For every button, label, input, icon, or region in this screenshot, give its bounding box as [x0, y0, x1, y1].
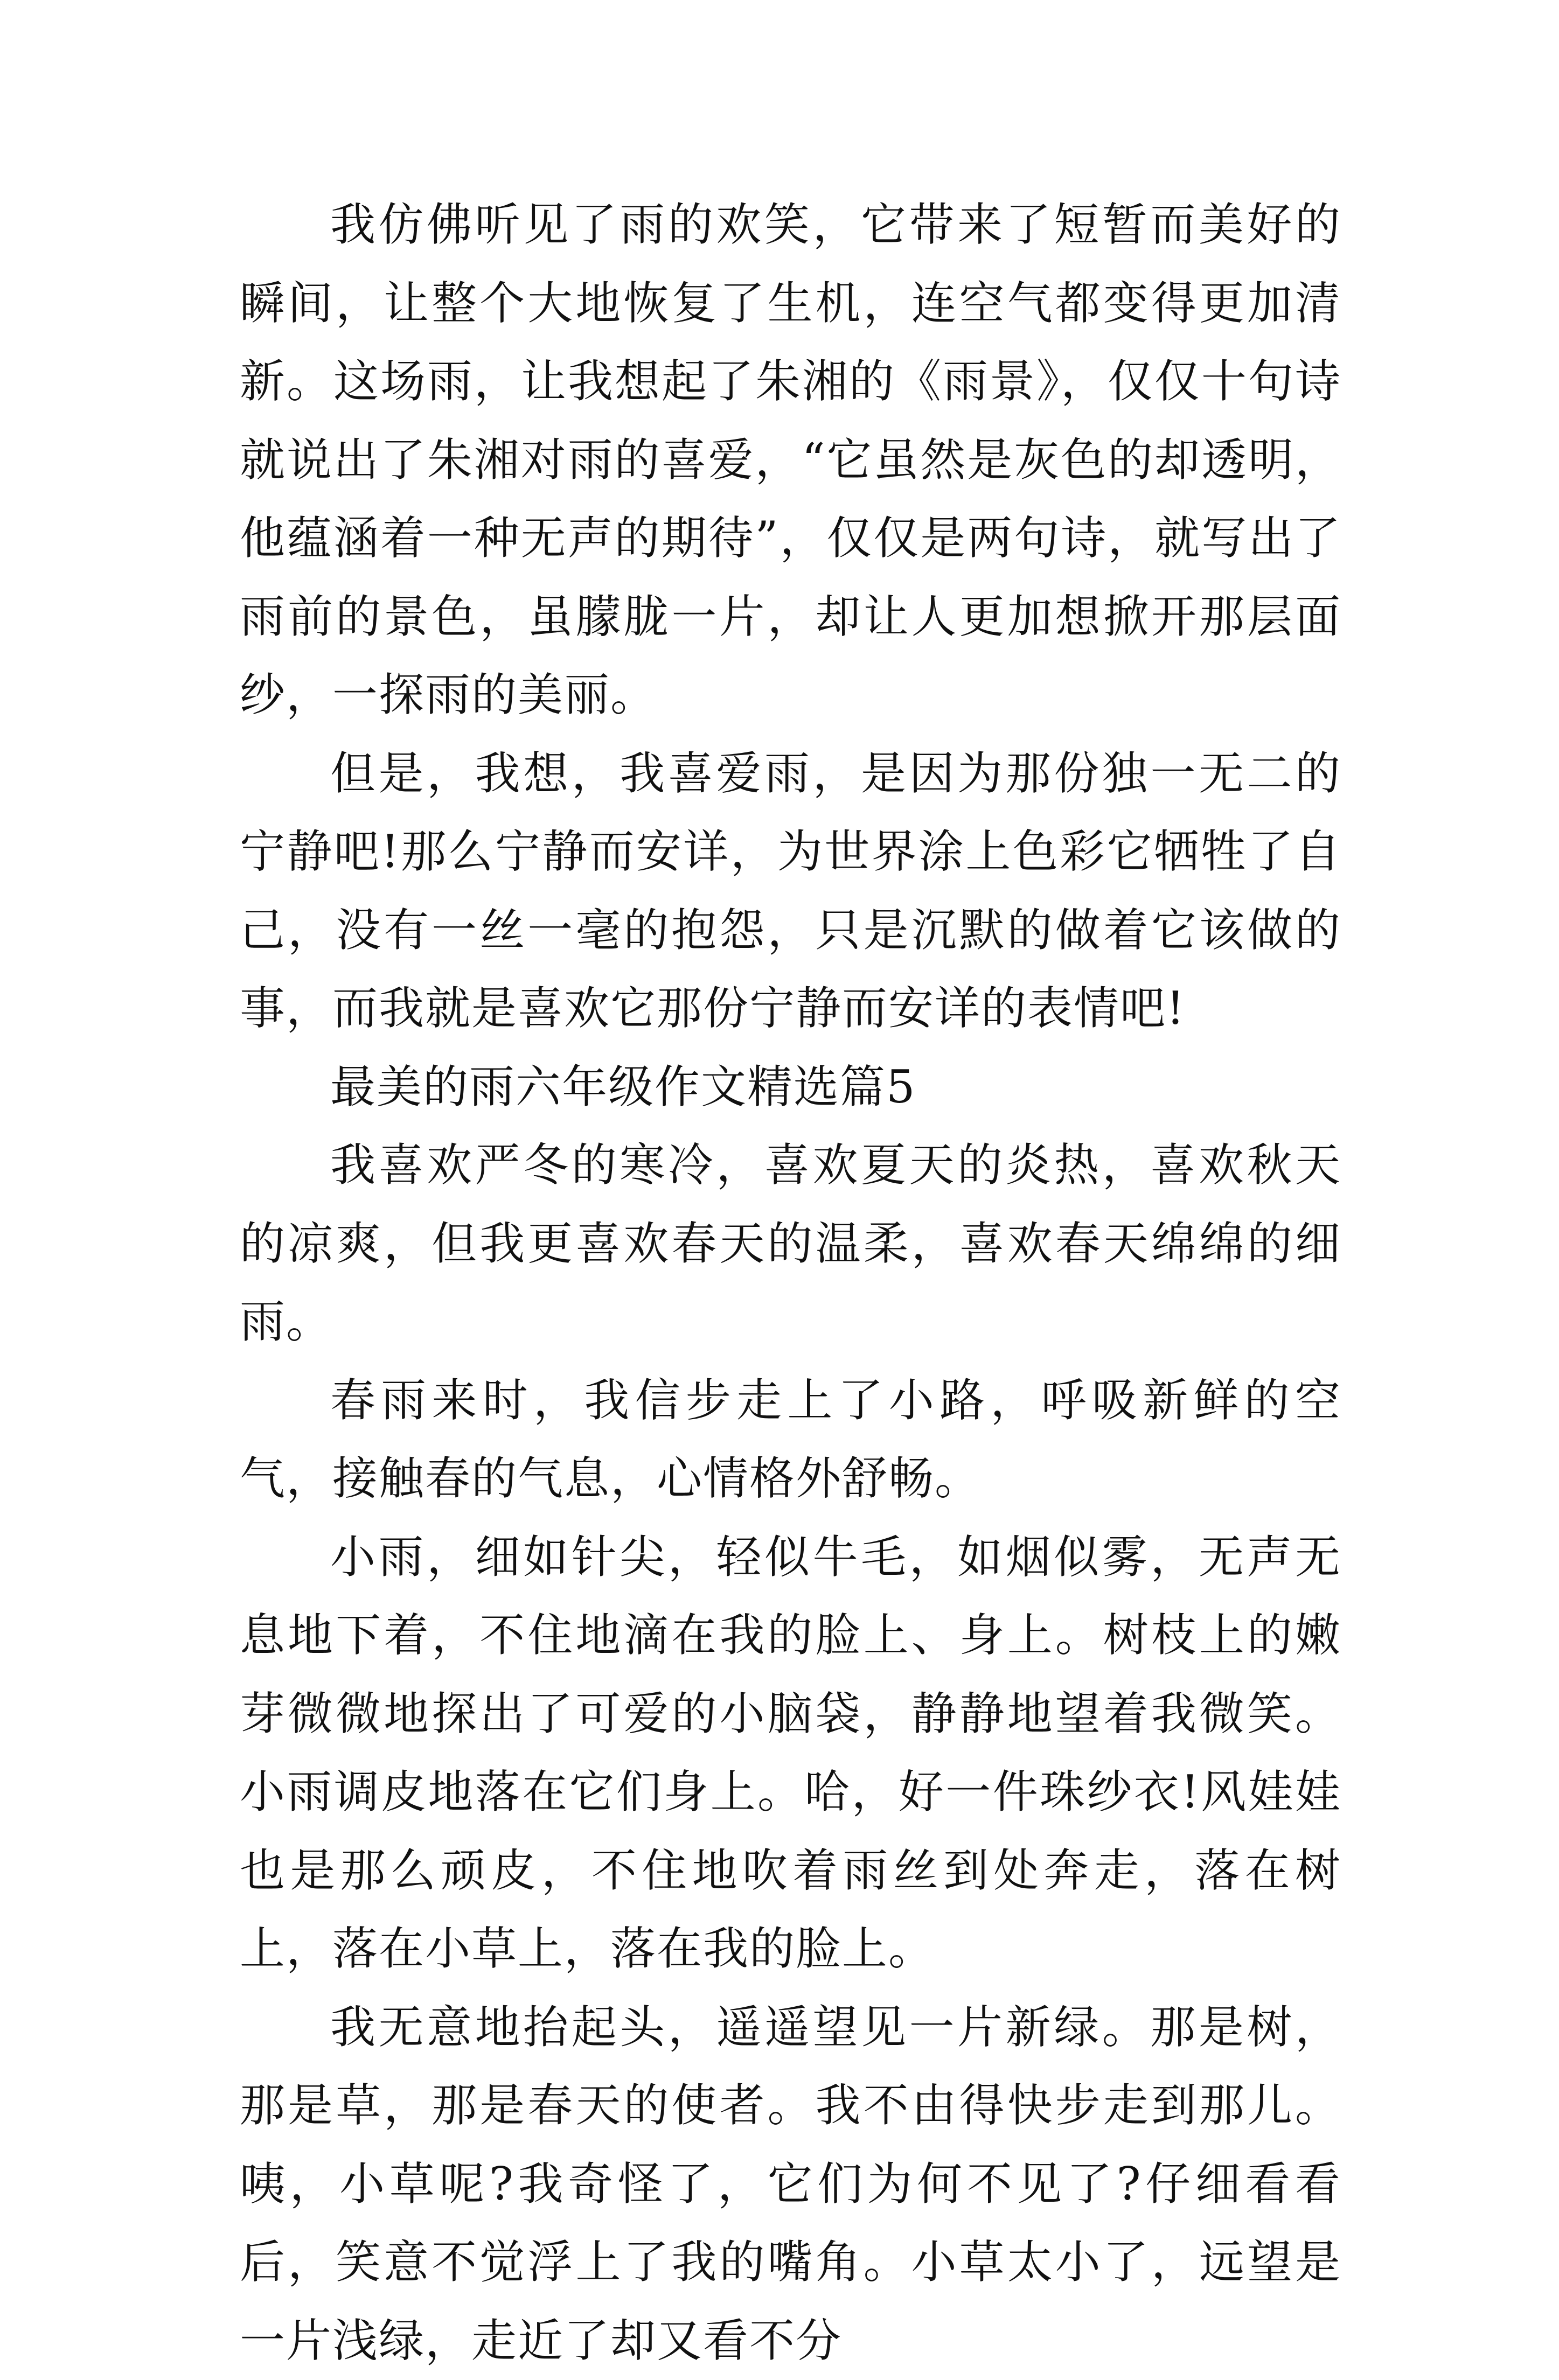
- paragraph-light-rain: 小雨，细如针尖，轻似牛毛，如烟似雾，无声无息地下着，不住地滴在我的脸上、身上。树枝上的嫩芽微微地探出了可爱的小脑袋，静静地望着我微笑。小雨调皮地落在它们身上。哈，好一件珠纱衣!风娃娃也是那么顽皮，不住地吹着雨丝到处奔走，落在树上，落在小草上，落在我的脸上。: [240, 1518, 1341, 1988]
- paragraph-spring-walk: 春雨来时，我信步走上了小路，呼吸新鲜的空气，接触春的气息，心情格外舒畅。: [240, 1362, 1341, 1518]
- paragraph-new-green: 我无意地抬起头，遥遥望见一片新绿。那是树，那是草，那是春天的使者。我不由得快步走到那儿。咦，小草呢?我奇怪了，它们为何不见了?仔细看看后，笑意不觉浮上了我的嘴角。小草太小了，远望是一片浅绿，走近了却又看不分: [240, 1988, 1341, 2380]
- paragraph-seasons: 我喜欢严冬的寒冷，喜欢夏天的炎热，喜欢秋天的凉爽，但我更喜欢春天的温柔，喜欢春天绵绵的细雨。: [240, 1126, 1341, 1362]
- section-heading: 最美的雨六年级作文精选篇5: [240, 1048, 1341, 1127]
- paragraph-rain-tranquility: 但是，我想，我喜爱雨，是因为那份独一无二的宁静吧!那么宁静而安详，为世界涂上色彩它牺牲了自己，没有一丝一毫的抱怨，只是沉默的做着它该做的事，而我就是喜欢它那份宁静而安详的表情吧!: [240, 735, 1341, 1048]
- paragraph-rain-laughter: 我仿佛听见了雨的欢笑，它带来了短暂而美好的瞬间，让整个大地恢复了生机，连空气都变得更加清新。这场雨，让我想起了朱湘的《雨景》，仅仅十句诗就说出了朱湘对雨的喜爱，“它虽然是灰色的却透明，他蕴涵着一种无声的期待”，仅仅是两句诗，就写出了雨前的景色，虽朦胧一片，却让人更加想掀开那层面纱，一探雨的美丽。: [240, 186, 1341, 735]
- document-body: [240, 186, 1341, 2380]
